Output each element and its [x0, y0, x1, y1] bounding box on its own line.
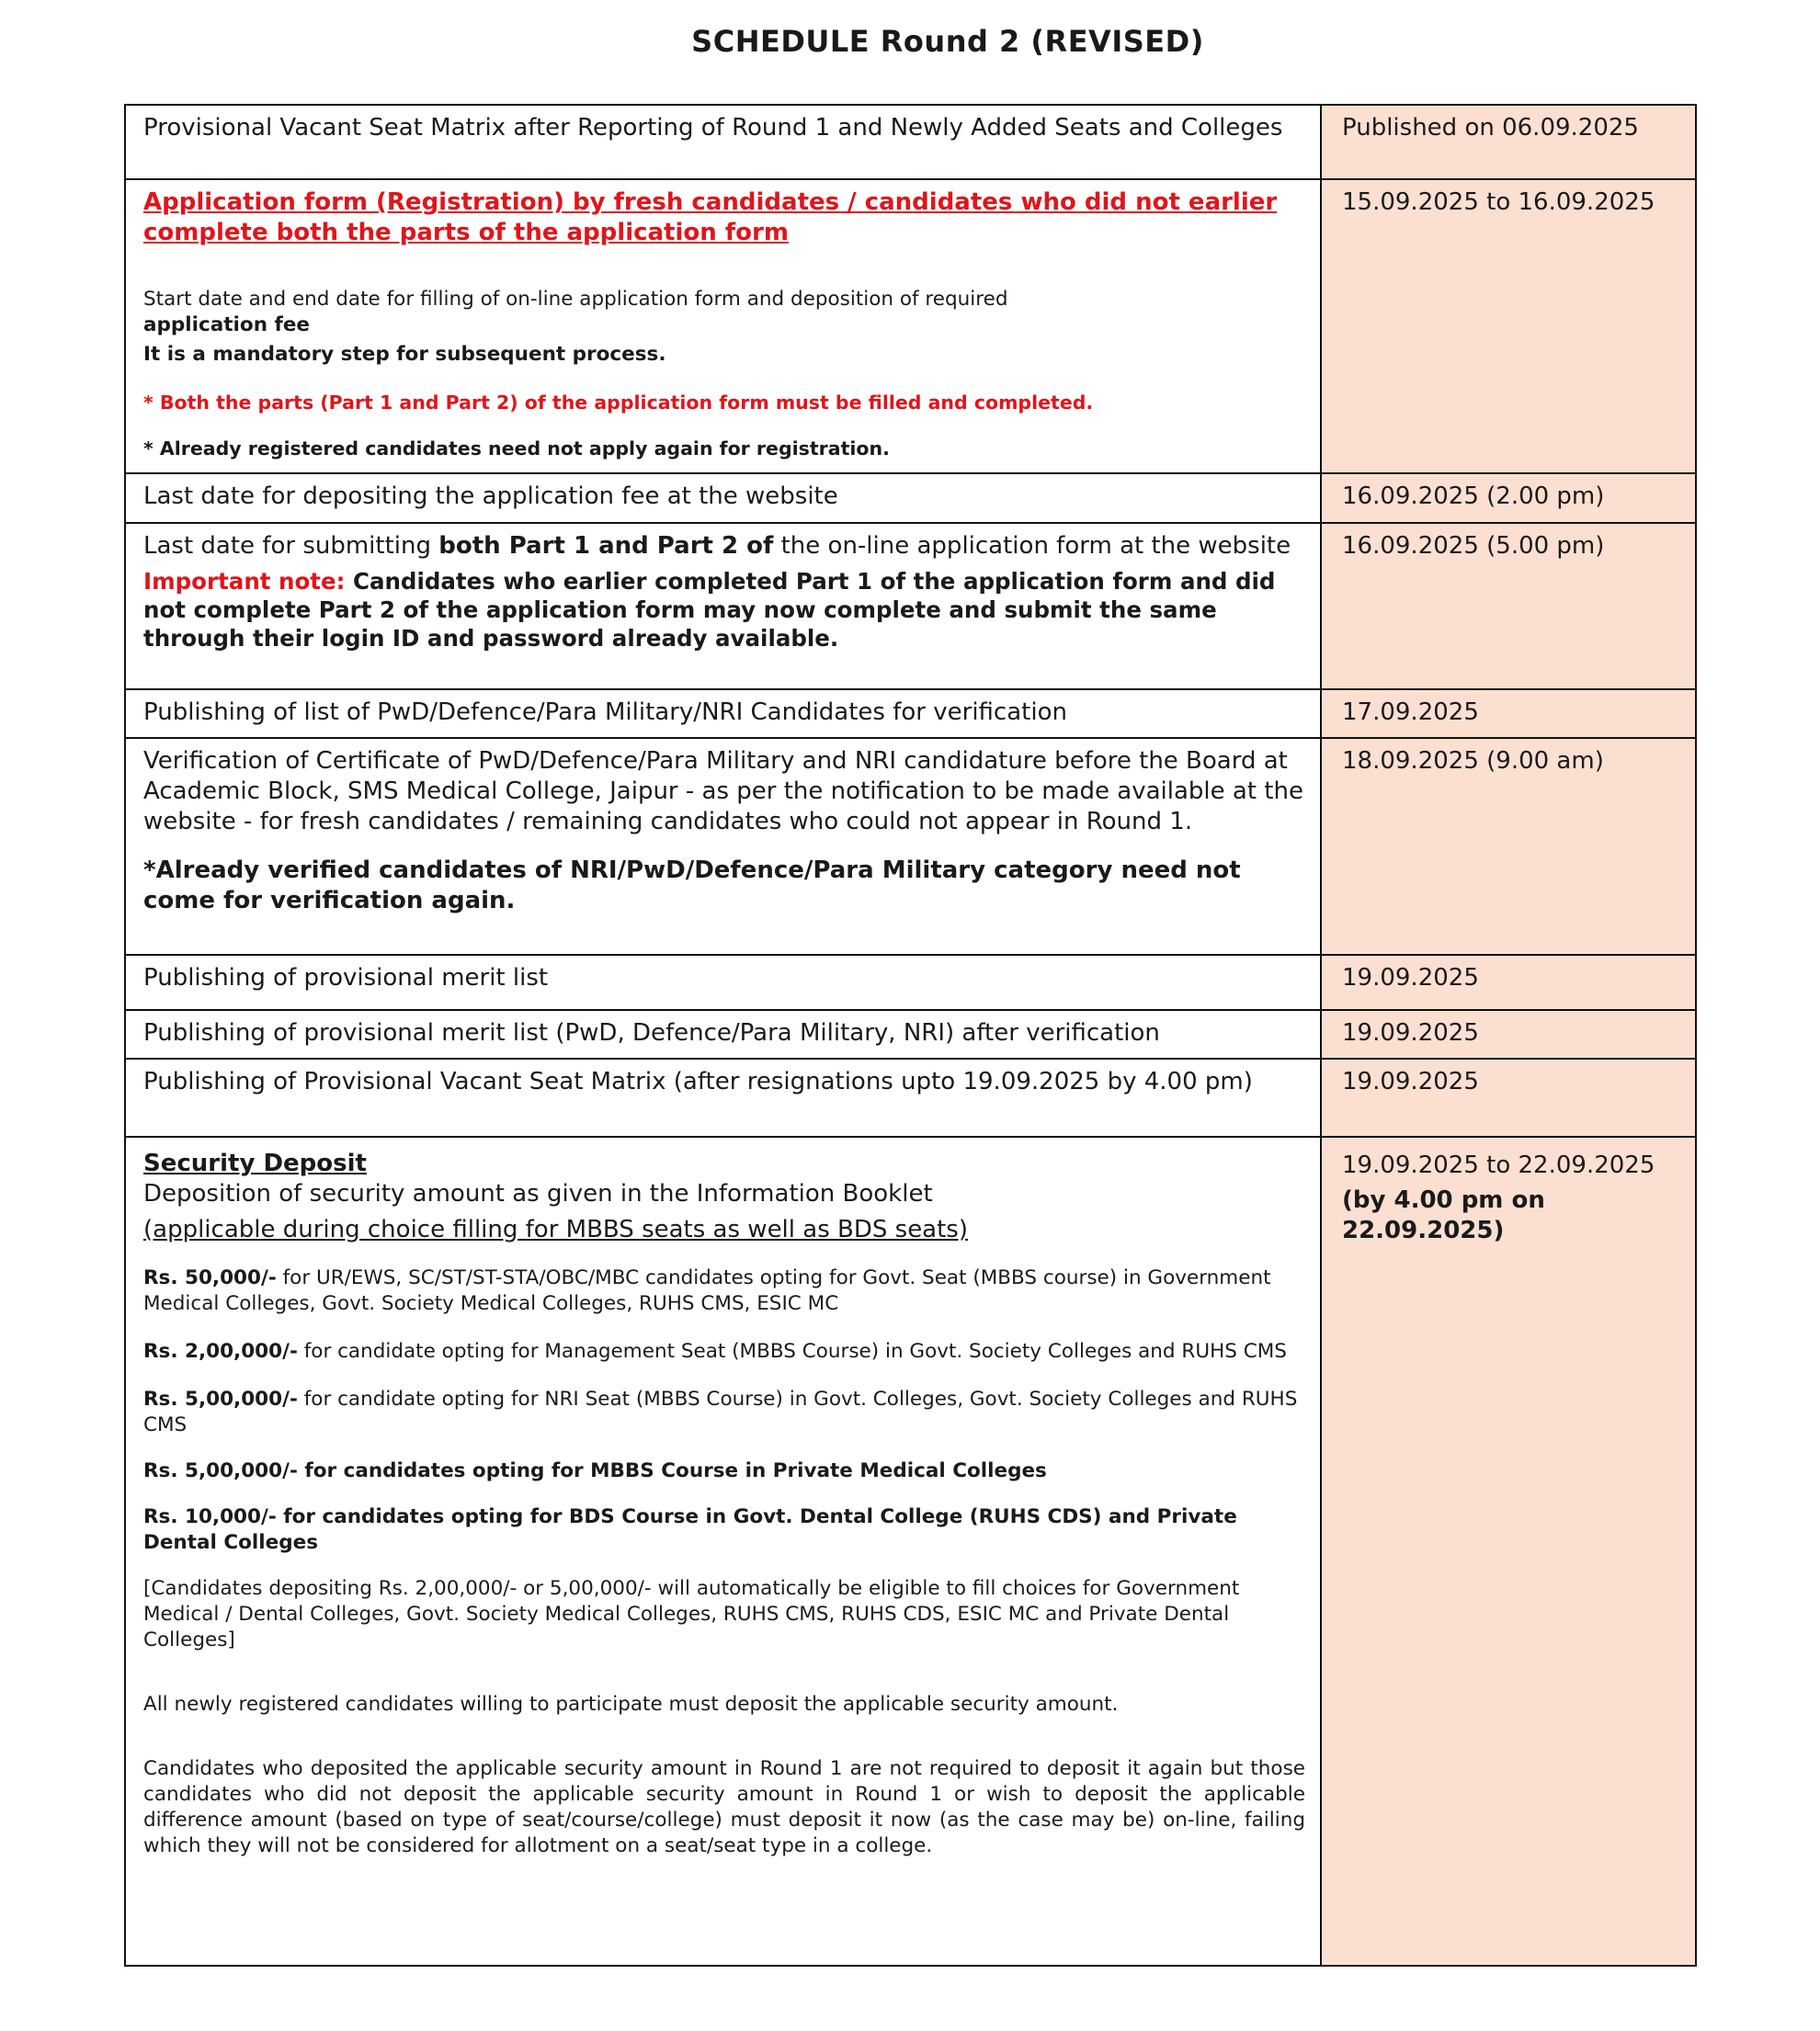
event-cell — [125, 179, 1321, 473]
both-parts-note: * Both the parts (Part 1 and Part 2) of the application form must be filled and completed. — [143, 391, 1094, 414]
registration-heading: Application form (Registration) by fresh candidates / candidates who did not earlier complete both the parts of the application form — [143, 188, 1278, 246]
event-text-bold: both Part 1 and Part 2 of — [438, 532, 774, 560]
event-text: Publishing of provisional merit list — [143, 964, 549, 992]
registration-desc: Start date and end date for filling of on-line application form and deposition of required — [143, 288, 1008, 311]
table-row — [125, 955, 1696, 1010]
event-cell — [125, 105, 1321, 179]
round1-deposit-note: Candidates who deposited the applicable security amount in Round 1 are not required to deposit it again but those candidates who did not deposit the applicable security amount in Round 1 or wish to deposit the applicable difference amount (based on type of seat/course/college) must deposit it now (as the case may be) on-line, failing which they will not be considered for allotment on a seat/seat type in a college. — [143, 1757, 1305, 1857]
event-text: Verification of Certificate of PwD/Defence/Para Military and NRI candidature before the Board at Academic Block, SMS Medical College, Jaipur - as per the notification to be made available at the website - for fresh candidates / remaining candidates who could not appear in Round 1. — [143, 747, 1303, 835]
event-cell — [125, 1010, 1321, 1059]
date-text: 19.09.2025 — [1342, 1019, 1479, 1047]
event-text: Last date for depositing the application fee at the website — [143, 482, 838, 510]
security-line2: (applicable during choice filling for MBBS seats as well as BDS seats) — [143, 1216, 968, 1243]
table-row — [125, 738, 1696, 955]
table-row — [125, 1010, 1696, 1059]
date-cell — [1321, 105, 1696, 179]
table-row — [125, 1059, 1696, 1137]
security-line1: Deposition of security amount as given in the Information Booklet — [143, 1180, 933, 1208]
newly-registered-note: All newly registered candidates willing to participate must deposit the applicable security amount. — [143, 1693, 1119, 1716]
event-text: Provisional Vacant Seat Matrix after Reporting of Round 1 and Newly Added Seats and Colleges — [143, 114, 1283, 142]
amount-desc: for UR/EWS, SC/ST/ST-STA/OBC/MBC candidates opting for Govt. Seat (MBBS course) in Government Medical Colleges, Govt. Society Medical Colleges, RUHS CMS, ESIC MC — [143, 1266, 1271, 1315]
amount-nri-seat — [143, 1387, 1305, 1438]
amount-desc: for candidate opting for NRI Seat (MBBS Course) in Govt. Colleges, Govt. Society Colleges and RUHS CMS — [143, 1388, 1298, 1436]
important-note-text: Candidates who earlier completed Part 1 of the application form and did not complete Part 2 of the application form may now complete and submit the same through their login ID and password already available. — [143, 568, 1276, 652]
date-cell — [1321, 1059, 1696, 1137]
event-text: Publishing of Provisional Vacant Seat Matrix (after resignations upto 19.09.2025 by 4.00 pm) — [143, 1068, 1253, 1095]
event-text-a: Last date for submitting — [143, 532, 432, 560]
date-cell — [1321, 523, 1696, 689]
table-row — [125, 179, 1696, 473]
table-row — [125, 1137, 1696, 1966]
table-row — [125, 523, 1696, 689]
eligibility-note: [Candidates depositing Rs. 2,00,000/- or 5,00,000/- will automatically be eligible to fill choices for Government Medical / Dental Colleges, Govt. Society Medical Colleges, RUHS CMS, RUHS CDS, ESIC MC and Private Dental Colleges] — [143, 1577, 1240, 1651]
amount-private-medical: Rs. 5,00,000/- for candidates opting for MBBS Course in Private Medical Colleges — [143, 1459, 1047, 1482]
amount-desc: for candidate opting for Management Seat (MBBS Course) in Govt. Society Colleges and RUHS CMS — [303, 1340, 1287, 1363]
amount-value: Rs. 5,00,000/- — [143, 1388, 298, 1411]
date-text: 19.09.2025 — [1342, 1068, 1479, 1095]
date-cell — [1321, 689, 1696, 738]
amount-management-seat — [143, 1339, 1305, 1365]
date-text: 17.09.2025 — [1342, 698, 1479, 726]
page-title: SCHEDULE Round 2 (REVISED) — [691, 24, 1204, 59]
event-cell — [125, 738, 1321, 955]
date-cell — [1321, 955, 1696, 1010]
table-row — [125, 473, 1696, 523]
schedule-table — [124, 104, 1697, 1967]
event-text-c: the on-line application form at the website — [780, 532, 1291, 560]
date-cell — [1321, 1010, 1696, 1059]
amount-bds: Rs. 10,000/- for candidates opting for BDS Course in Govt. Dental College (RUHS CDS) and Private Dental Colleges — [143, 1505, 1237, 1554]
important-note-label: Important note: — [143, 568, 346, 595]
event-text — [143, 531, 1305, 562]
date-cell — [1321, 179, 1696, 473]
amount-govt-seat — [143, 1265, 1305, 1317]
event-cell — [125, 1137, 1321, 1966]
date-text: 16.09.2025 (2.00 pm) — [1342, 482, 1605, 510]
table-row — [125, 689, 1696, 738]
event-text: Publishing of provisional merit list (PwD, Defence/Para Military, NRI) after verification — [143, 1019, 1160, 1047]
date-text: Published on 06.09.2025 — [1342, 114, 1639, 142]
event-cell — [125, 523, 1321, 689]
date-text: 15.09.2025 to 16.09.2025 — [1342, 188, 1655, 216]
registration-desc-fee: application fee — [143, 313, 311, 336]
event-text: Publishing of list of PwD/Defence/Para Military/NRI Candidates for verification — [143, 698, 1067, 726]
registered-note: * Already registered candidates need not apply again for registration. — [143, 437, 890, 460]
date-cell — [1321, 473, 1696, 523]
verified-note: *Already verified candidates of NRI/PwD/Defence/Para Military category need not come for verification again. — [143, 857, 1241, 914]
important-note — [143, 567, 1305, 652]
date-deadline-note: (by 4.00 pm on 22.09.2025) — [1342, 1186, 1545, 1244]
event-cell — [125, 1059, 1321, 1137]
date-text: 18.09.2025 (9.00 am) — [1342, 747, 1604, 775]
date-text: 16.09.2025 (5.00 pm) — [1342, 532, 1605, 560]
date-text: 19.09.2025 — [1342, 964, 1479, 992]
event-cell — [125, 473, 1321, 523]
date-cell — [1321, 1137, 1696, 1966]
event-cell — [125, 689, 1321, 738]
date-text: 19.09.2025 to 22.09.2025 — [1342, 1152, 1655, 1179]
amount-value: Rs. 2,00,000/- — [143, 1340, 298, 1363]
date-cell — [1321, 738, 1696, 955]
event-cell — [125, 955, 1321, 1010]
amount-value: Rs. 50,000/- — [143, 1266, 277, 1289]
security-deposit-heading: Security Deposit — [143, 1150, 367, 1177]
table-row — [125, 105, 1696, 179]
mandatory-note: It is a mandatory step for subsequent process. — [143, 343, 666, 366]
